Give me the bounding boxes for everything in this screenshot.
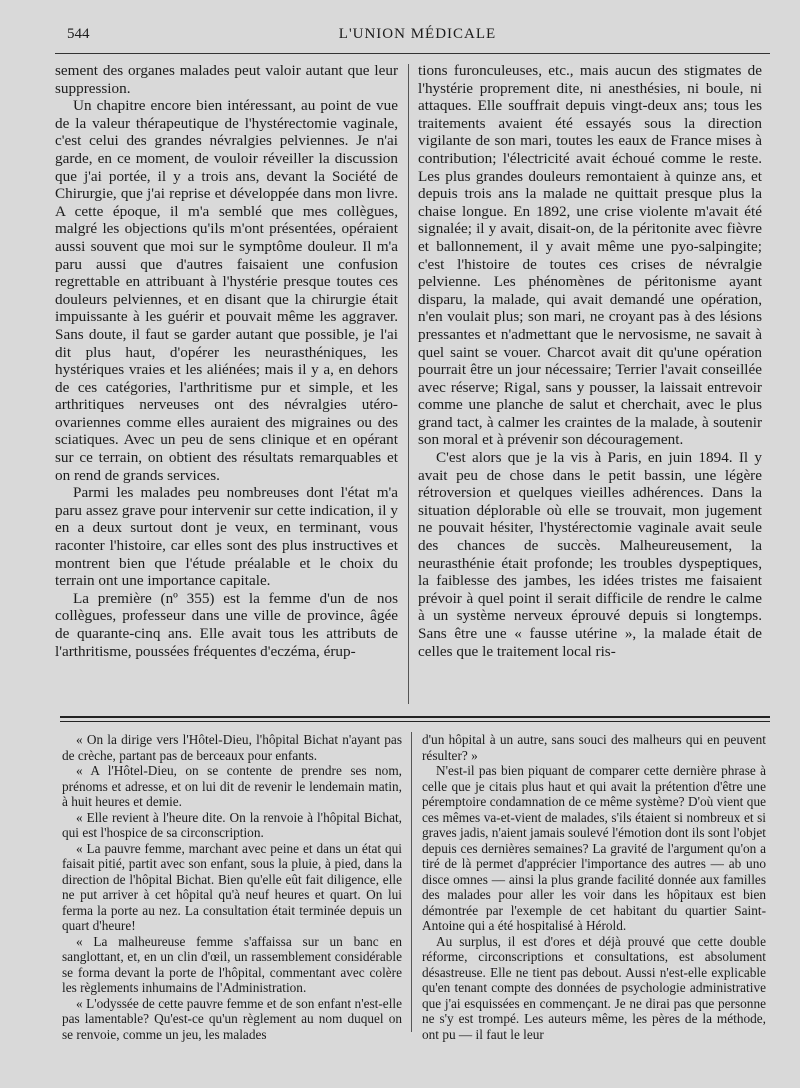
paragraph: « Elle revient à l'heure dite. On la renvoie à l'hôpital Bichat, qui est l'hospice de sa circonscription.: [62, 809, 402, 840]
paragraph: « La pauvre femme, marchant avec peine et dans un état qui faisait pitié, partit avec son enfant, sous la pluie, à pied, dans la direction de l'hôpital Bichat. Bien qu'elle eût fait diligence, elle ne put arriver à cet hôpital qu'à neuf heures et quart. On lui ferma la porte au nez. La consultation était terminée depuis un quart d'heure!: [62, 840, 402, 933]
journal-title: L'UNION MÉDICALE: [338, 26, 497, 42]
paragraph: « A l'Hôtel-Dieu, on se contente de prendre ses nom, prénoms et adresse, et on lui dit de revenir le lendemain matin, à huit heures et demie.: [62, 763, 402, 809]
paragraph: sement des organes malades peut valoir autant que leur suppression.: [55, 62, 398, 97]
feuilleton-column-right: [422, 732, 766, 1042]
section-separator-rule: [60, 716, 770, 722]
column-divider: [411, 732, 412, 1032]
paragraph: Un chapitre encore bien intéressant, au point de vue de la valeur thérapeutique de l'hystérectomie vaginale, c'est celui des grandes névralgies pelviennes. Je n'ai garde, en ce moment, de vouloir réveiller la discussion que j'ai portée, il y a trois ans, devant la Société de Chirurgie, que j'ai reprise et développée dans mon livre. A cette époque, il m'a semblé que mes collègues, malgré les objections qu'ils m'ont présentées, opéraient aussi souvent que moi sur le symptôme douleur. Il m'a paru aussi que d'autres faisaient une confusion regrettable en attribuant à l'hystérie presque toutes ces douleurs pelviennes, et en disant que la chirurgie était impuissante à les guérir et pouvait même les aggraver. Sans doute, il faut se garder autant que possible, je l'ai dit plus haut, d'opérer les neurasthéniques, les hystériques vraies et les aliénées; mais il y a, en dehors de ces catégories, l'arthritisme pur et simple, et les arthritiques nerveuses ont des névralgies utéro-ovariennes comme elles auraient des migraines ou des sciatiques. Avec un peu de sens clinique et en opérant sur ce terrain, on obtient des résultats remarquables et on rend de grands services.: [55, 97, 398, 484]
paragraph: « On la dirige vers l'Hôtel-Dieu, l'hôpital Bichat n'ayant pas de crèche, partant pas de berceaux pour enfants.: [62, 732, 402, 763]
paragraph: d'un hôpital à un autre, sans souci des malheurs qui en peuvent résulter? »: [422, 732, 766, 763]
paragraph: La première (nº 355) est la femme d'un de nos collègues, professeur dans une ville de province, âgée de quarante-cinq ans. Elle avait tous les attributs de l'arthritisme, poussées fréquentes d'eczéma, érup-: [55, 589, 398, 660]
main-column-right: [418, 62, 762, 660]
paragraph: tions furonculeuses, etc., mais aucun des stigmates de l'hystérie proprement dite, ni anesthésies, ni boule, ni attaques. Elle souffrait depuis vingt-deux ans; tous les traitements avaient été essayés sous la direction vigilante de son mari, toutes les eaux de France mises à contribution; l'électricité avait échoué comme le reste. Les plus grandes douleurs remontaient à quinze ans, et depuis trois ans la malade ne quittait presque plus la chaise longue. En 1892, une crise violente m'avait été signalée; il y avait, disait-on, de la péritonite avec fièvre et ballonnement, il y avait même une pyo-salpingite; c'est l'histoire de toutes ces crises de névralgie pelvienne. Les phénomènes de péritonisme ayant disparu, la malade, qui avait demandé une opération, n'en voulait plus; son mari, ne croyant pas à des lésions pressantes et n'admettant que le nervosisme, ne savait à quel saint se vouer. Charcot avait dit qu'une opération pourrait être un jour nécessaire; Terrier l'avait conseillée avec réserve; Rigal, sans y pousser, la laissait entrevoir comme une planche de salut et cherchait, avec le plus grand tact, à calmer les craintes de la malade, à soutenir son moral et à prévenir son découragement.: [418, 62, 762, 449]
paragraph: C'est alors que je la vis à Paris, en juin 1894. Il y avait peu de chose dans le petit bassin, une légère rétroversion et quelques vieilles adhérences. Dans la situation déplorable où elle se trouvait, mon jugement ne pouvait hésiter, l'hystérectomie vaginale avait seule des chances de succès. Malheureusement, la neurasthénie était profonde; les troubles dyspeptiques, la faiblesse des jambes, les idées tristes me faisaient prévoir à quel point il serait difficile de rendre le calme à un système nerveux éprouvé depuis si longtemps. Sans être une « fausse utérine », la malade était de celles que le traitement local ris-: [418, 449, 762, 660]
main-column-left: [55, 62, 398, 660]
running-header: [65, 24, 770, 44]
paragraph: « L'odyssée de cette pauvre femme et de son enfant n'est-elle pas lamentable? Qu'est-ce qu'un règlement au nom duquel on se renvoie, comme un jeu, les malades: [62, 995, 402, 1042]
header-rule: [55, 53, 770, 54]
column-divider: [408, 64, 409, 704]
feuilleton-column-left: [62, 732, 402, 1042]
paragraph: N'est-il pas bien piquant de comparer cette dernière phrase à celle que je citais plus haut et qui avait la prétention d'être une péremptoire condamnation de ce même système? D'où vient que ces mêmes va-et-vient de malades, s'ils étaient si nombreux et si graves jadis, n'aient jamais soulevé l'émotion dont ils sont l'objet depuis ces dernières semaines? La gravité de l'argument qu'on a tiré de là permet d'apprécier l'importance des autres — ab uno disce omnes — ainsi la plus grande facilité donnée aux familles des malades pour aller les voir dans les hôpitaux est bien démontrée par l'exemple de cet habitant du quartier Saint-Antoine qui a été hospitalisé à Hérold.: [422, 763, 766, 933]
paragraph: Au surplus, il est d'ores et déjà prouvé que cette double réforme, circonscriptions et consultations, est absolument désastreuse. Elle ne tient pas debout. Aussi n'est-elle explicable qu'en tenant compte des données de psychologie administrative que j'ai esquissées en commençant. Je ne dirai pas que personne ne s'y est trompé. Les auteurs même, les pères de la méthode, ont pu — il faut le leur: [422, 933, 766, 1042]
paragraph: Parmi les malades peu nombreuses dont l'état m'a paru assez grave pour intervenir sur cette indication, il y en a deux surtout dont je veux, en terminant, vous raconter l'histoire, car elles sont des plus instructives et montrent bien que l'étude préalable et le choix du terrain ont une importance capitale.: [55, 484, 398, 590]
page-number: 544: [67, 26, 90, 42]
paragraph: « La malheureuse femme s'affaissa sur un banc en sanglottant, et, en un clin d'œil, un rassemblement considérable se forma devant la porte de l'hôpital, commentant avec colère les règlements inhumains de l'Administration.: [62, 933, 402, 995]
